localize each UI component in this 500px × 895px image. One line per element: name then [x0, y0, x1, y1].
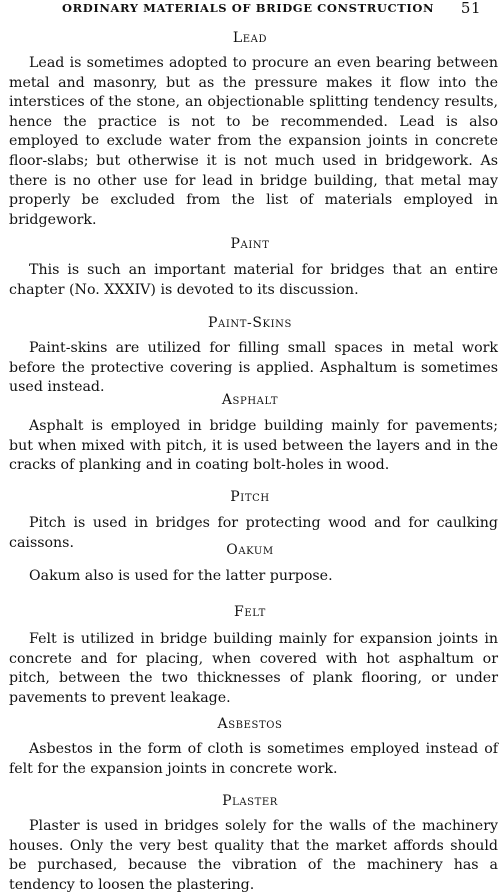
section-heading-paint: Paint	[230, 236, 270, 252]
section-heading-lead: Lead	[232, 30, 268, 46]
running-header	[18, 0, 485, 20]
section-heading-felt: Felt	[234, 604, 266, 620]
section-text-lead: Lead is sometimes adopted to procure an even bearing between metal and masonry, but as the pressure makes it flow into the interstices of the stone, an objectionable splitting tendency results, hence the practice is not to be recommended. Lead is also employed to exclude water from the expansion joints in concrete floor-slabs; but otherwise it is not much used in bridgework. As there is no other use for lead in bridge building, that metal may properly be excluded from the list of materials employed in bridgework.	[9, 55, 498, 228]
section-text-plaster: Plaster is used in bridges solely for the walls of the machinery houses. Only the very best quality that the market affords should be purchased, because the vibration of the machinery has a tendency to loosen the plastering.	[9, 818, 498, 893]
running-title: ORDINARY MATERIALS OF BRIDGE CONSTRUCTION	[62, 1, 435, 15]
section-text-paint-skins: Paint-skins are utilized for filling small spaces in metal work before the protective covering is applied. Asphaltum is sometimes used instead.	[9, 340, 498, 396]
section-heading-paint-skins: Paint-Skins	[208, 315, 292, 331]
section-text-paint: This is such an important material for bridges that an entire chapter (No. XXXIV) is devoted to its discussion.	[9, 262, 498, 298]
section-text-oakum: Oakum also is used for the latter purpose.	[29, 568, 333, 584]
section-heading-asphalt: Asphalt	[221, 392, 279, 408]
section-heading-plaster: Plaster	[222, 793, 278, 809]
page-number: 51	[460, 0, 481, 17]
section-heading-pitch: Pitch	[230, 489, 270, 505]
section-heading-oakum: Oakum	[226, 542, 274, 558]
section-text-pitch: Pitch is used in bridges for protecting wood and for caulking caissons.	[9, 515, 498, 551]
section-text-asphalt: Asphalt is employed in bridge building mainly for pavements; but when mixed with pitch, it is used between the layers and in the cracks of planking and in coating bolt-holes in wood.	[9, 418, 498, 474]
section-text-asbestos: Asbestos in the form of cloth is sometimes employed instead of felt for the expansion joints in concrete work.	[9, 741, 498, 777]
section-heading-asbestos: Asbestos	[217, 716, 283, 732]
section-text-felt: Felt is utilized in bridge building mainly for expansion joints in concrete and for placing, when covered with hot asphaltum or pitch, between the two thicknesses of plank flooring, or under pavements to prevent leakage.	[9, 631, 498, 706]
